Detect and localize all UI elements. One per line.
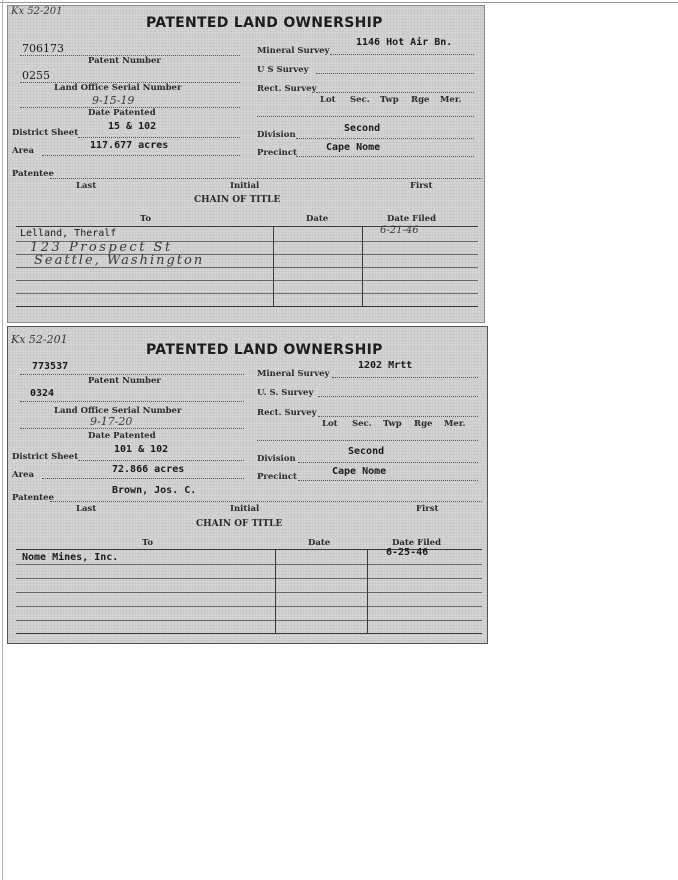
chain-col-divider xyxy=(362,226,363,306)
division-line xyxy=(298,462,478,463)
patentee-label: Patentee xyxy=(12,169,54,179)
district-sheet-value: 101 & 102 xyxy=(114,444,169,455)
patent-number-label: Patent Number xyxy=(88,376,161,386)
chain-col-divider xyxy=(367,549,368,633)
division-value: Second xyxy=(348,446,385,457)
rect-survey-label: Rect. Survey xyxy=(257,84,317,94)
chain-bottom-rule xyxy=(16,306,478,307)
patentee-last-label: Last xyxy=(76,181,97,191)
area-line xyxy=(42,478,244,479)
patentee-first-label: First xyxy=(410,181,433,191)
mineral-survey-line xyxy=(330,54,474,55)
date-patented-value: 9-17-20 xyxy=(90,415,133,428)
chain-row-rule xyxy=(16,280,478,281)
us-survey-label: U S Survey xyxy=(257,65,309,75)
twp-label: Twp xyxy=(380,95,399,105)
precinct-label: Precinct xyxy=(257,472,297,482)
card-reference: Kx 52-201 xyxy=(11,6,63,17)
us-survey-line xyxy=(318,396,478,397)
mineral-survey-label: Mineral Survey xyxy=(257,369,330,379)
district-sheet-value: 15 & 102 xyxy=(108,121,157,132)
patent-number-label: Patent Number xyxy=(88,56,161,66)
division-label: Division xyxy=(257,454,296,464)
mineral-survey-label: Mineral Survey xyxy=(257,46,330,56)
sec-label: Sec. xyxy=(350,95,370,105)
rect-survey-line xyxy=(316,92,474,93)
mineral-survey-value: 1146 Hot Air Bn. xyxy=(356,37,453,48)
area-line xyxy=(42,155,240,156)
patentee-label: Patentee xyxy=(12,493,54,503)
land-card-1 xyxy=(7,5,485,323)
patentee-initial-label: Initial xyxy=(230,504,260,514)
col-to-label: To xyxy=(140,214,152,224)
col-date-label: Date xyxy=(306,214,329,224)
patent-number-value: 773537 xyxy=(32,361,69,372)
serial-number-value: 0255 xyxy=(22,69,50,82)
area-label: Area xyxy=(12,470,34,480)
rge-label: Rge xyxy=(411,95,430,105)
rect-survey-line xyxy=(318,416,478,417)
us-survey-line xyxy=(316,73,474,74)
chain-row-rule xyxy=(16,564,482,565)
twp-label: Twp xyxy=(383,419,402,429)
chain-row-rule xyxy=(16,578,482,579)
chain-col-divider xyxy=(275,549,276,633)
lot-label: Lot xyxy=(322,419,338,429)
mineral-survey-line xyxy=(332,377,478,378)
chain-of-title-heading: CHAIN OF TITLE xyxy=(196,519,283,529)
col-date-filed-label: Date Filed xyxy=(392,538,442,548)
rect-survey-label: Rect. Survey xyxy=(257,408,317,418)
chain-of-title-heading: CHAIN OF TITLE xyxy=(194,195,281,205)
chain-row-rule xyxy=(16,606,482,607)
mer-label: Mer. xyxy=(440,95,462,105)
division-line xyxy=(296,138,474,139)
us-survey-label: U. S. Survey xyxy=(257,388,314,398)
serial-number-value: 0324 xyxy=(30,388,55,399)
mineral-survey-value: 1202 Mrtt xyxy=(358,360,413,371)
card-reference: Kx 52-201 xyxy=(11,333,68,346)
precinct-line xyxy=(298,480,478,481)
page-top-rule xyxy=(0,2,678,3)
area-label: Area xyxy=(12,146,34,156)
chain-row-rule xyxy=(16,293,478,294)
chain-entry-date-filed: 6-21-46 xyxy=(380,225,419,236)
rge-label: Rge xyxy=(414,419,433,429)
district-sheet-line xyxy=(78,137,240,138)
district-sheet-label: District Sheet xyxy=(12,128,79,138)
division-label: Division xyxy=(257,130,296,140)
chain-entry-to: 123 Prospect St xyxy=(30,240,173,255)
col-date-filed-label: Date Filed xyxy=(387,214,437,224)
sec-label: Sec. xyxy=(352,419,372,429)
chain-row-rule xyxy=(16,592,482,593)
serial-number-label: Land Office Serial Number xyxy=(54,406,182,416)
land-card-2 xyxy=(7,326,488,644)
date-patented-line xyxy=(20,428,244,429)
precinct-value: Cape Nome xyxy=(332,466,387,477)
precinct-label: Precinct xyxy=(257,148,297,158)
date-patented-label: Date Patented xyxy=(88,108,156,118)
chain-row-rule xyxy=(16,620,482,621)
col-date-label: Date xyxy=(308,538,331,548)
card-title: PATENTED LAND OWNERSHIP xyxy=(146,342,383,358)
chain-entry-to: Seattle, Washington xyxy=(34,253,205,268)
lot-label: Lot xyxy=(320,95,336,105)
district-sheet-label: District Sheet xyxy=(12,452,79,462)
patentee-line xyxy=(50,501,482,502)
patentee-value: Brown, Jos. C. xyxy=(112,485,197,496)
chain-entry-to: Lelland, Theralf xyxy=(20,228,117,239)
survey-extra-line xyxy=(257,116,474,117)
patentee-last-label: Last xyxy=(76,504,97,514)
mer-label: Mer. xyxy=(444,419,466,429)
col-to-label: To xyxy=(142,538,154,548)
date-patented-label: Date Patented xyxy=(88,431,156,441)
serial-number-label: Land Office Serial Number xyxy=(54,83,182,93)
patentee-first-label: First xyxy=(416,504,439,514)
patentee-initial-label: Initial xyxy=(230,181,260,191)
division-value: Second xyxy=(344,123,381,134)
page-left-rule xyxy=(2,0,3,880)
serial-number-line xyxy=(20,401,244,402)
survey-extra-line xyxy=(257,440,478,441)
chain-bottom-rule xyxy=(16,633,482,634)
chain-col-divider xyxy=(273,226,274,306)
precinct-line xyxy=(296,156,474,157)
card-title: PATENTED LAND OWNERSHIP xyxy=(146,15,383,31)
patent-number-value: 706173 xyxy=(22,42,64,55)
chain-entry-date-filed: 6-25-46 xyxy=(386,547,429,558)
precinct-value: Cape Nome xyxy=(326,142,381,153)
area-value: 72.866 acres xyxy=(112,464,185,475)
patent-number-line xyxy=(20,374,244,375)
district-sheet-line xyxy=(78,460,244,461)
chain-entry-to: Nome Mines, Inc. xyxy=(22,552,119,563)
date-patented-value: 9-15-19 xyxy=(92,94,135,107)
patentee-line xyxy=(50,178,482,179)
area-value: 117.677 acres xyxy=(90,140,169,151)
